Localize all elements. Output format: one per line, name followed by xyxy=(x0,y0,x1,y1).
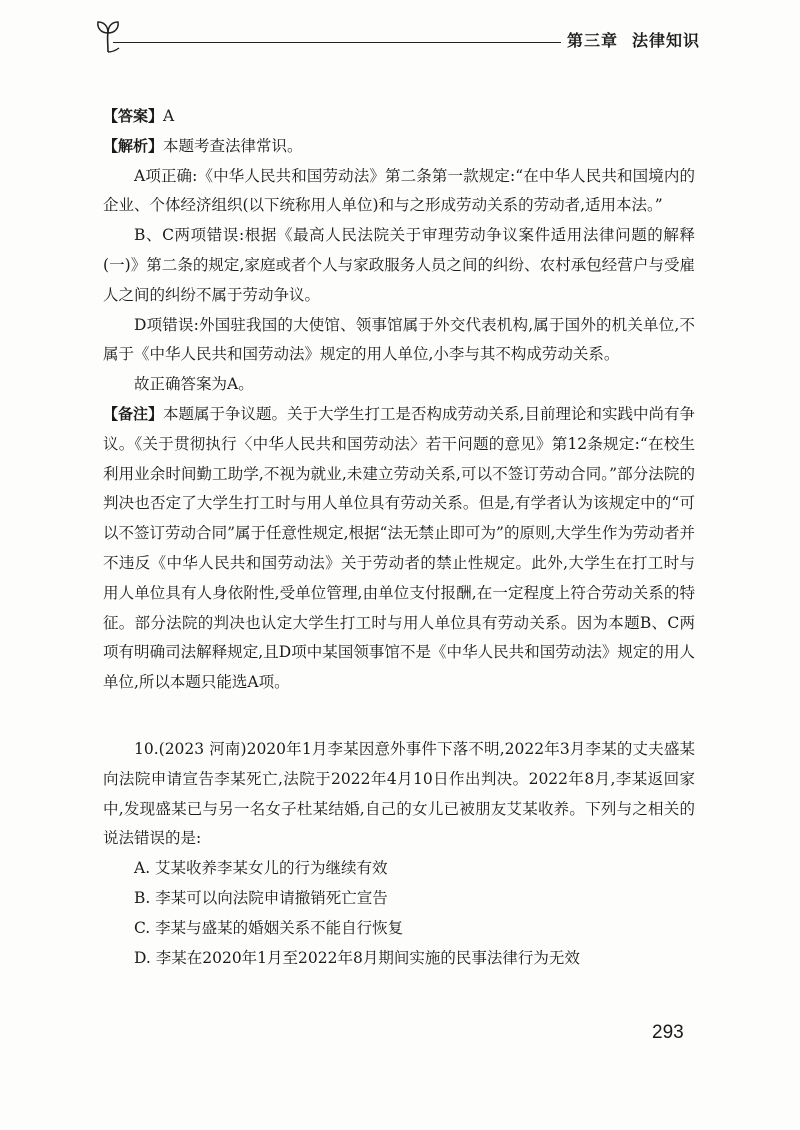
note-paragraph xyxy=(103,400,695,698)
page-content xyxy=(103,102,695,973)
answer-line xyxy=(103,102,695,132)
answer-value: A xyxy=(163,107,175,125)
option-a: A. 艾某收养李某女儿的行为继续有效 xyxy=(134,859,388,878)
analysis-label: 【解析】 xyxy=(103,136,164,155)
sprout-icon xyxy=(95,18,121,54)
section-gap xyxy=(103,698,695,735)
answer-label: 【答案】 xyxy=(103,107,164,125)
chapter-title: 法律知识 xyxy=(631,31,700,50)
chapter-heading xyxy=(567,28,700,51)
running-header xyxy=(95,18,700,58)
question-stem: 10.(2023 河南)2020年1月李某因意外事件下落不明,2022年3月李某的丈夫盛某向法院申请宣告李某死亡,法院于2022年4月10日作出判决。2022年8月,李某返回家中,发现盛某已与另一名女子杜某结婚,自己的女儿已被朋友艾某收养。下列与之相关的说法错误的是: xyxy=(103,739,695,848)
analysis-paragraph-bc: B、C两项错误:根据《最高人民法院关于审理劳动争议案件适用法律问题的解释(一)》第二条的规定,家庭或者个人与家政服务人员之间的纠纷、农村承包经营户与受雇人之间的纠纷不属于劳动争议。 xyxy=(103,226,695,304)
analysis-paragraph-a: A项正确:《中华人民共和国劳动法》第二条第一款规定:“在中华人民共和国境内的企业、个体经济组织(以下统称用人单位)和与之形成劳动关系的劳动者,适用本法。” xyxy=(103,166,695,215)
option-d: D. 李某在2020年1月至2022年8月期间实施的民事法律行为无效 xyxy=(134,948,580,967)
analysis-line xyxy=(103,132,695,162)
chapter-number: 第三章 xyxy=(566,31,618,50)
option-c: C. 李某与盛某的婚姻关系不能自行恢复 xyxy=(134,918,404,937)
header-rule xyxy=(113,42,561,43)
analysis-paragraph-d: D项错误:外国驻我国的大使馆、领事馆属于外交代表机构,属于国外的机关单位,不属于《中华人民共和国劳动法》规定的用人单位,小李与其不构成劳动关系。 xyxy=(103,315,695,364)
note-text: 本题属于争议题。关于大学生打工是否构成劳动关系,目前理论和实践中尚有争议。《关于贯彻执行〈中华人民共和国劳动法〉若干问题的意见》第12条规定:“在校生利用业余时间勤工助学,不视为就业,未建立劳动关系,可以不签订劳动合同。”部分法院的判决也否定了大学生打工时与用人单位具有劳动关系。但是,有学者认为该规定中的“可以不签订劳动合同”属于任意性规定,根据“法无禁止即可为”的原则,大学生作为劳动者并不违反《中华人民共和国劳动法》关于劳动者的禁止性规定。此外,大学生在打工时与用人单位具有人身依附性,受单位管理,由单位支付报酬,在一定程度上符合劳动关系的特征。部分法院的判决也认定大学生打工时与用人单位具有劳动关系。因为本题B、C两项有明确司法解释规定,且D项中某国领事馆不是《中华人民共和国劳动法》规定的用人单位,所以本题只能选A项。 xyxy=(103,404,695,692)
page-number: 293 xyxy=(652,1022,684,1043)
option-b: B. 李某可以向法院申请撤销死亡宣告 xyxy=(134,888,388,907)
analysis-intro: 本题考查法律常识。 xyxy=(163,136,303,155)
note-label: 【备注】 xyxy=(103,404,164,423)
analysis-conclusion: 故正确答案为A。 xyxy=(134,375,254,394)
